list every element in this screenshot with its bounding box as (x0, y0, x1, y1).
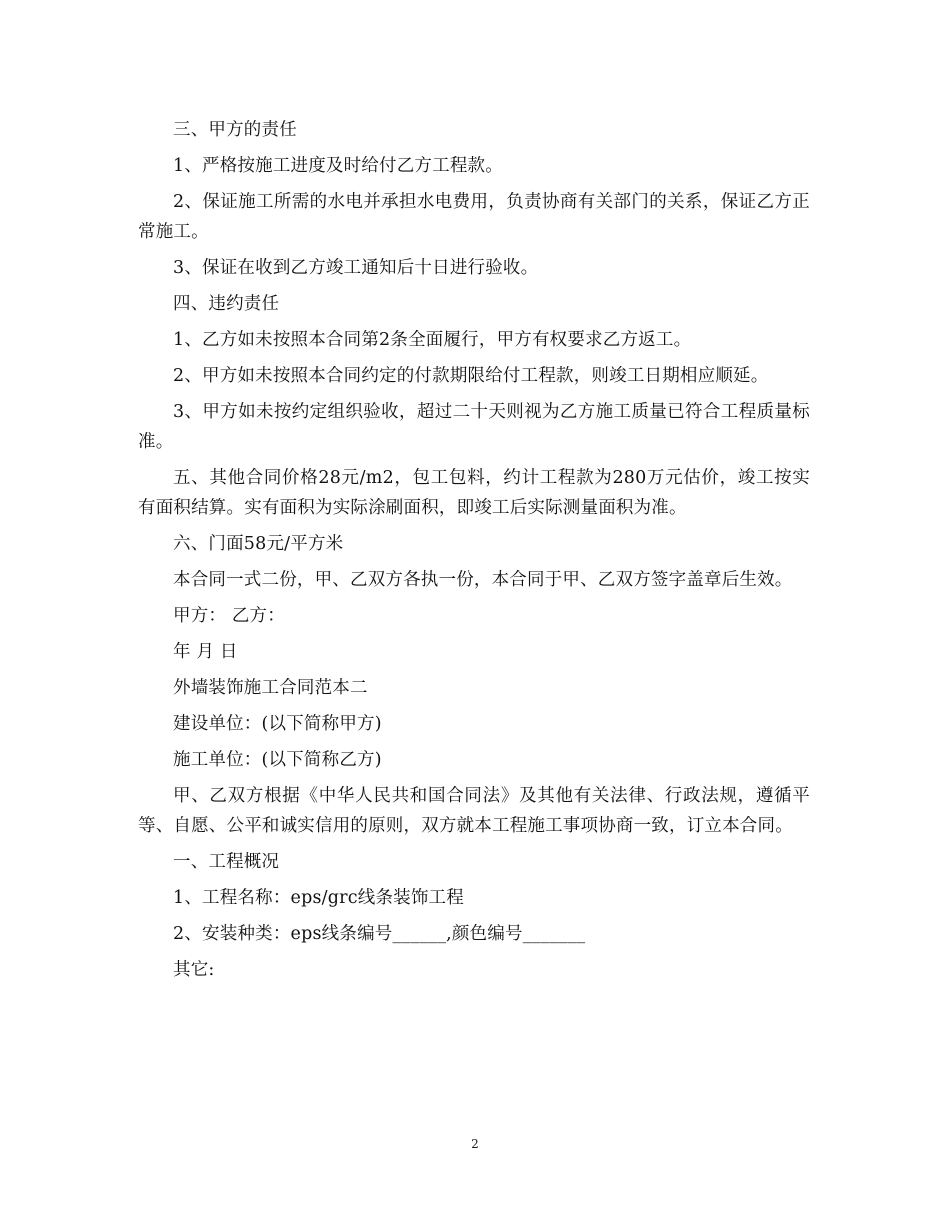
clause-paragraph: 3、甲方如未按约定组织验收，超过二十天则视为乙方施工质量已符合工程质量标准。 (138, 402, 810, 452)
document-body (138, 115, 810, 991)
party-line: 施工单位：(以下简称乙方) (173, 750, 382, 770)
section-heading-overview: 一、工程概况 (173, 852, 280, 872)
section-paragraph-storefront: 六、门面58元/平方米 (173, 534, 344, 554)
clause-paragraph: 2、保证施工所需的水电并承担水电费用，负责协商有关部门的关系，保证乙方正常施工。 (138, 192, 810, 242)
clause-paragraph: 1、乙方如未按照本合同第2条全面履行，甲方有权要求乙方返工。 (173, 330, 692, 350)
date-line: 年 月 日 (173, 642, 238, 662)
clause-paragraph: 1、工程名称：eps/grc线条装饰工程 (173, 888, 464, 908)
section-heading-party-a-duties: 三、甲方的责任 (173, 120, 297, 140)
section-paragraph-price: 五、其他合同价格28元/m2，包工包料，约计工程款为280万元估价，竣工按实有面积结算。实有面积为实际涂刷面积，即竣工后实际测量面积为准。 (138, 468, 810, 518)
preamble-paragraph: 甲、乙双方根据《中华人民共和国合同法》及其他有关法律、行政法规，遵循平等、自愿、公平和诚实信用的原则，双方就本工程施工事项协商一致，订立本合同。 (138, 786, 810, 836)
clause-paragraph: 其它: (173, 960, 215, 980)
clause-paragraph: 2、安装种类：eps线条编号______,颜色编号_______ (173, 924, 586, 944)
contract-title: 外墙装饰施工合同范本二 (173, 678, 368, 698)
party-line: 建设单位：(以下简称甲方) (173, 714, 382, 734)
closing-paragraph: 本合同一式二份，甲、乙双方各执一份，本合同于甲、乙双方签字盖章后生效。 (173, 570, 793, 590)
clause-paragraph: 1、严格按施工进度及时给付乙方工程款。 (173, 156, 503, 176)
clause-paragraph: 2、甲方如未按照本合同约定的付款期限给付工程款，则竣工日期相应顺延。 (173, 366, 769, 386)
page-number: 2 (471, 1137, 479, 1151)
section-heading-breach: 四、违约责任 (173, 294, 280, 314)
signature-line: 甲方： 乙方： (173, 606, 285, 626)
clause-paragraph: 3、保证在收到乙方竣工通知后十日进行验收。 (173, 258, 539, 278)
